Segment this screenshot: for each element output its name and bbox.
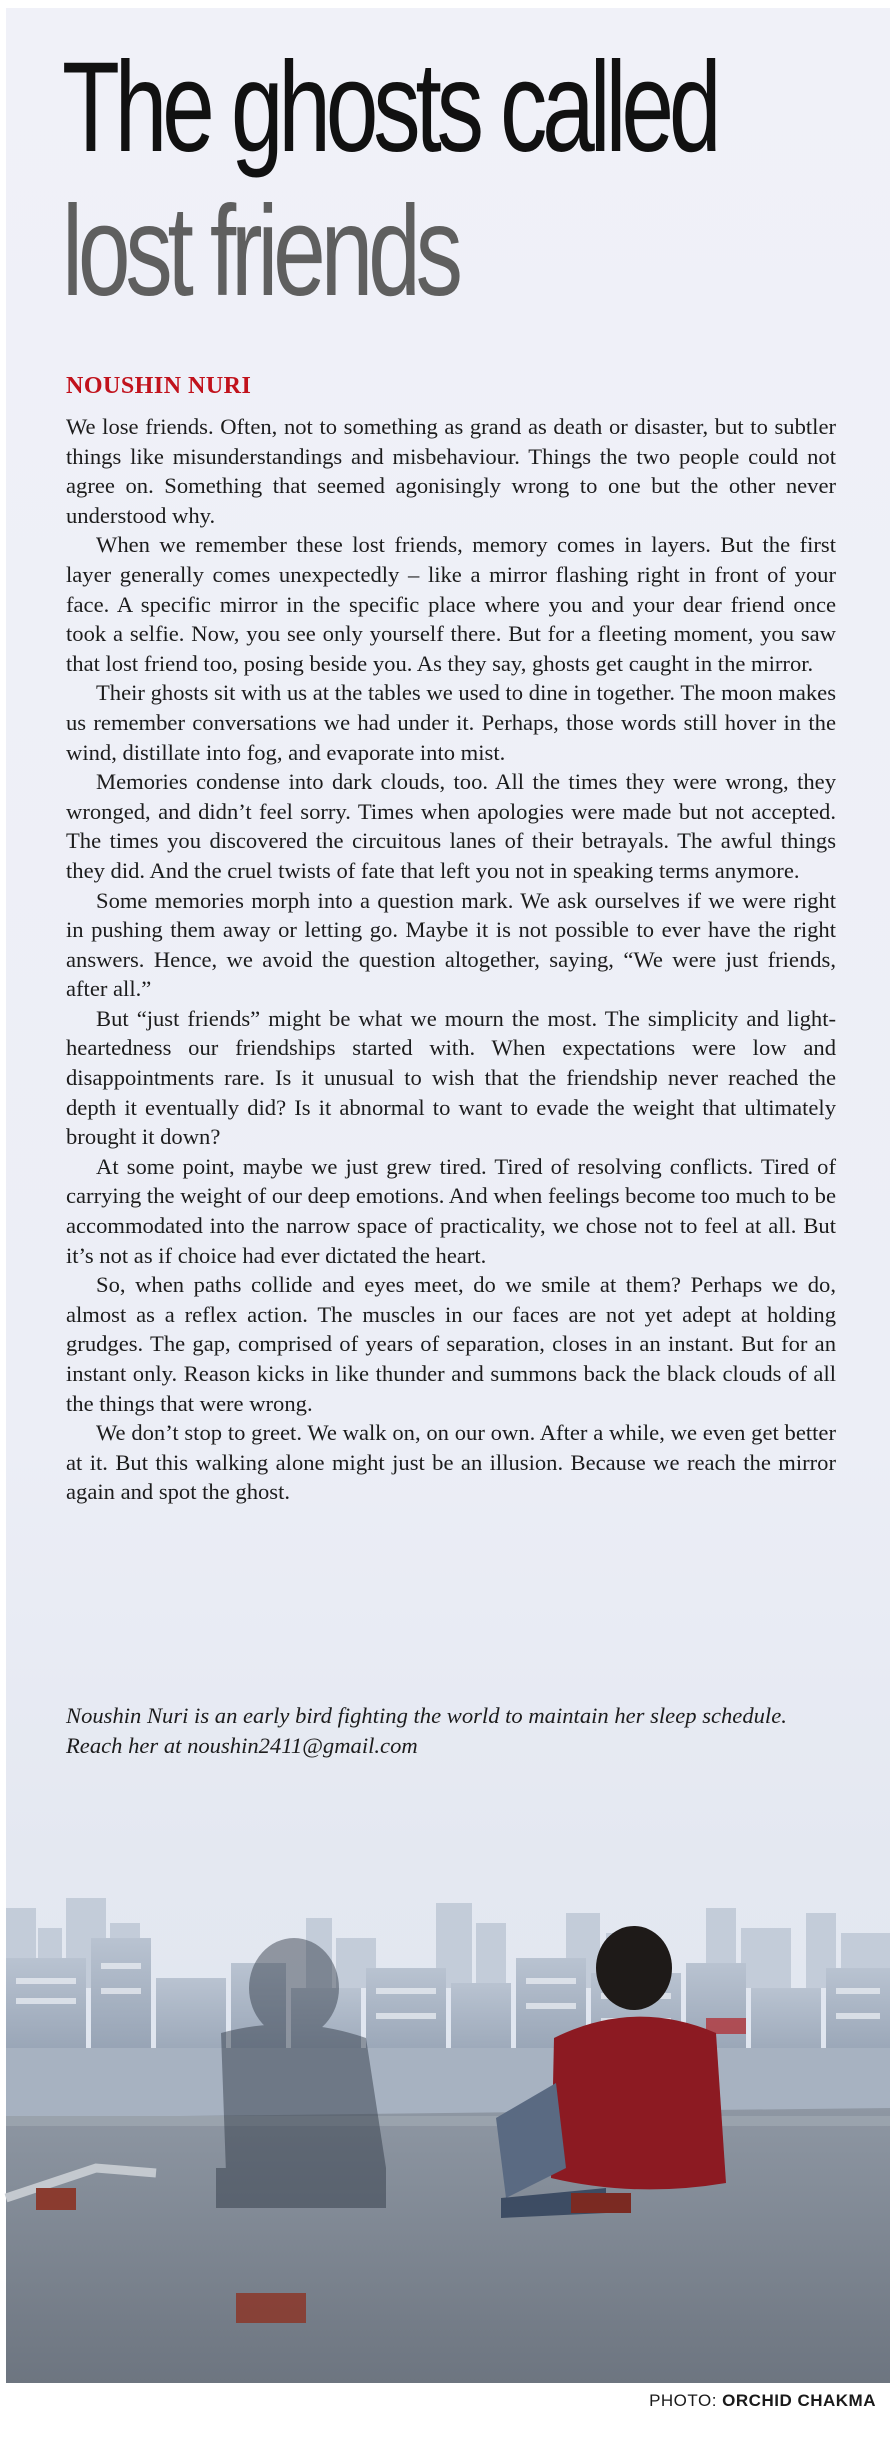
title-line-1: The ghosts called <box>62 36 717 179</box>
rooftop-cityscape-photo <box>6 1868 890 2383</box>
body-paragraph: We lose friends. Often, not to something as grand as death or disaster, but to subtler things like misunderstandings and misbehaviour. Things the two people could not agree on. Something that seemed agonisingly wrong to one but the other never understood why. <box>66 414 836 528</box>
rooftop <box>6 2108 890 2383</box>
photo-credit-prefix: PHOTO: <box>649 2391 717 2410</box>
body-paragraph: At some point, maybe we just grew tired. Tired of resolving conflicts. Tired of carrying the weight of our deep emotions. And when feelings become too much to be accommodated into the narrow space of practicality, we chose not to feel at all. But it’s not as if choice had ever dictated the heart. <box>66 1153 836 1268</box>
body-paragraph: When we remember these lost friends, memory comes in layers. But the first layer generally comes unexpectedly – like a mirror flashing right in front of your face. A specific mirror in the specific place where you and your dear friend once took a selfie. Now, you see only yourself there. But for a fleeting moment, you saw that lost friend too, posing beside you. As they say, ghosts get caught in the mirror. <box>66 532 836 676</box>
body-paragraph: So, when paths collide and eyes meet, do we smile at them? Perhaps we do, almost as a reflex action. The muscles in our faces are not yet adept at holding grudges. The gap, comprised of years of separation, closes in an instant. But for an instant only. Reason kicks in like thunder and summons back the black clouds of all the things that were wrong. <box>66 1272 836 1416</box>
body-paragraph: Their ghosts sit with us at the tables we used to dine in together. The moon makes us remember conversations we had under it. Perhaps, those words still hover in the wind, distillate into fog, and evaporate into mist. <box>66 680 836 765</box>
body-paragraph: Memories condense into dark clouds, too. All the times they were wrong, they wronged, and didn’t feel sorry. Times when apologies were made but not accepted. The times you discovered the circuitous lanes of their betrayals. The awful things they did. And the cruel twists of fate that left you not in speaking terms anymore. <box>66 769 836 883</box>
body-paragraph: Some memories morph into a question mark. We ask ourselves if we were right in pushing them away or letting go. Maybe it is not possible to ever have the right answers. Hence, we avoid the question altogether, saying, “We were just friends, after all.” <box>66 887 836 1002</box>
author-bio: Noushin Nuri is an early bird fighting the world to maintain her sleep schedule. Reach her at noushin2411@gmail.com <box>66 1703 787 1758</box>
article-title <box>62 36 717 324</box>
author-byline: NOUSHIN NURI <box>66 373 252 399</box>
title-line-2: lost friends <box>62 180 458 323</box>
photo-credit <box>649 2391 876 2411</box>
photo-credit-name: ORCHID CHAKMA <box>722 2391 876 2410</box>
article-body <box>66 412 836 1507</box>
article-page <box>6 8 890 2410</box>
body-paragraph: We don’t stop to greet. We walk on, on our own. After a while, we even get better at it. But this walking alone might just be an illusion. Because we reach the mirror again and spot the ghost. <box>66 1420 836 1505</box>
body-paragraph: But “just friends” might be what we mourn the most. The simplicity and light-heartedness our friendships started with. When expectations were low and disappointments rare. Is it unusual to wish that the friendship never reached the depth it eventually did? Is it abnormal to want to evade the weight that ultimately brought it down? <box>66 1005 836 1150</box>
